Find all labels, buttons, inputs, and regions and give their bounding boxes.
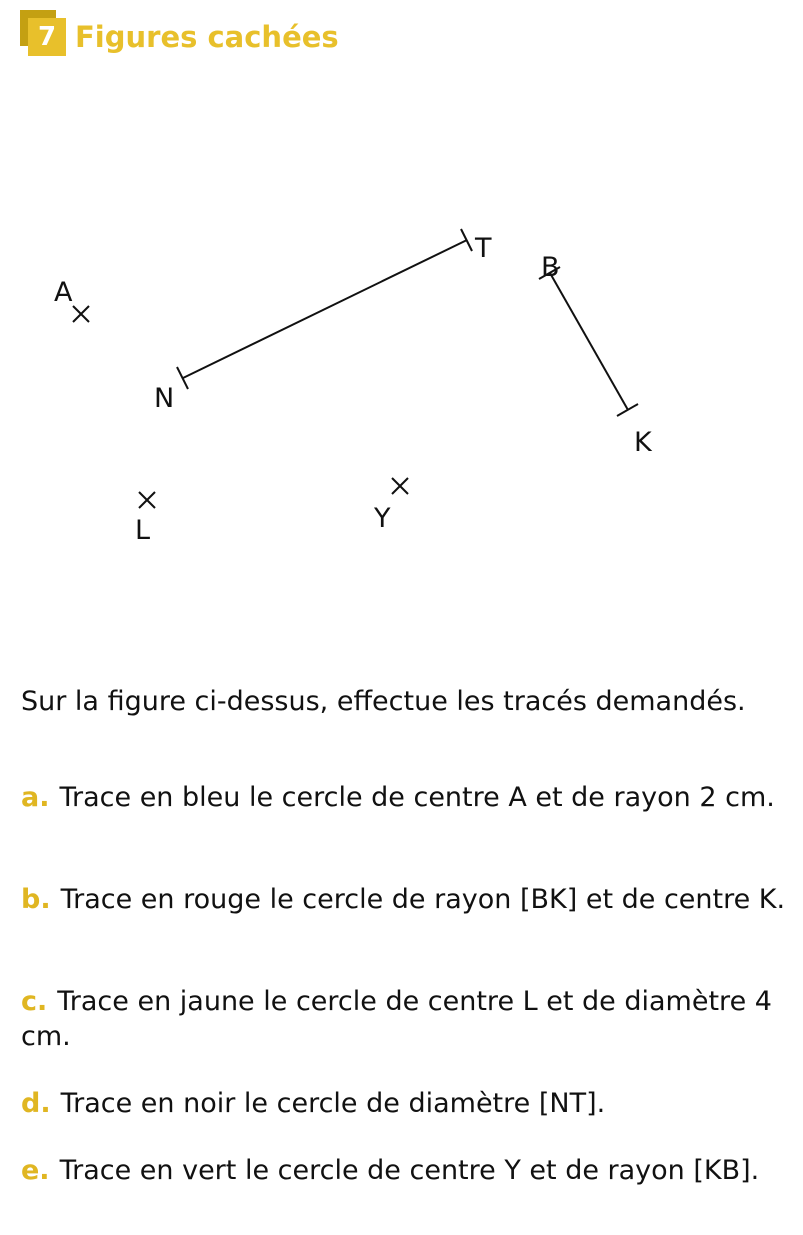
cross-y <box>392 478 408 494</box>
cross-l <box>139 492 155 508</box>
question-text: Trace en jaune le cercle de centre L et de diamètre 4 cm. <box>21 986 772 1052</box>
question-text: Trace en noir le cercle de diamètre [NT]. <box>60 1088 606 1119</box>
exercise-number-badge: 7 <box>28 18 66 56</box>
instructions-intro: Sur la figure ci-dessus, effectue les tracés demandés. <box>21 686 746 717</box>
question-text: Trace en vert le cercle de centre Y et de rayon [KB]. <box>59 1155 760 1186</box>
question-b <box>21 882 791 917</box>
question-letter: d. <box>21 1088 51 1119</box>
label-n: N <box>154 383 175 414</box>
question-letter: e. <box>21 1155 50 1186</box>
question-letter: a. <box>21 782 50 813</box>
label-t: T <box>475 233 492 264</box>
question-c <box>21 984 791 1054</box>
label-a: A <box>54 277 73 308</box>
tick-n <box>177 367 188 389</box>
tick-t <box>461 229 472 251</box>
label-y: Y <box>374 503 391 534</box>
segment-bk <box>550 273 628 410</box>
label-b: B <box>541 252 560 283</box>
exercise-header <box>20 10 620 56</box>
question-letter: b. <box>21 884 51 915</box>
geometry-figure <box>0 180 803 580</box>
label-l: L <box>135 515 151 546</box>
question-e <box>21 1153 791 1188</box>
label-k: K <box>634 427 652 458</box>
cross-a <box>73 306 89 322</box>
question-text: Trace en rouge le cercle de rayon [BK] et de centre K. <box>60 884 786 915</box>
segment-nt <box>183 240 467 378</box>
question-letter: c. <box>21 986 48 1017</box>
question-text: Trace en bleu le cercle de centre A et de rayon 2 cm. <box>59 782 775 813</box>
question-d <box>21 1086 791 1121</box>
tick-k <box>617 404 638 416</box>
exercise-title: Figures cachées <box>75 20 339 54</box>
question-a <box>21 780 791 815</box>
